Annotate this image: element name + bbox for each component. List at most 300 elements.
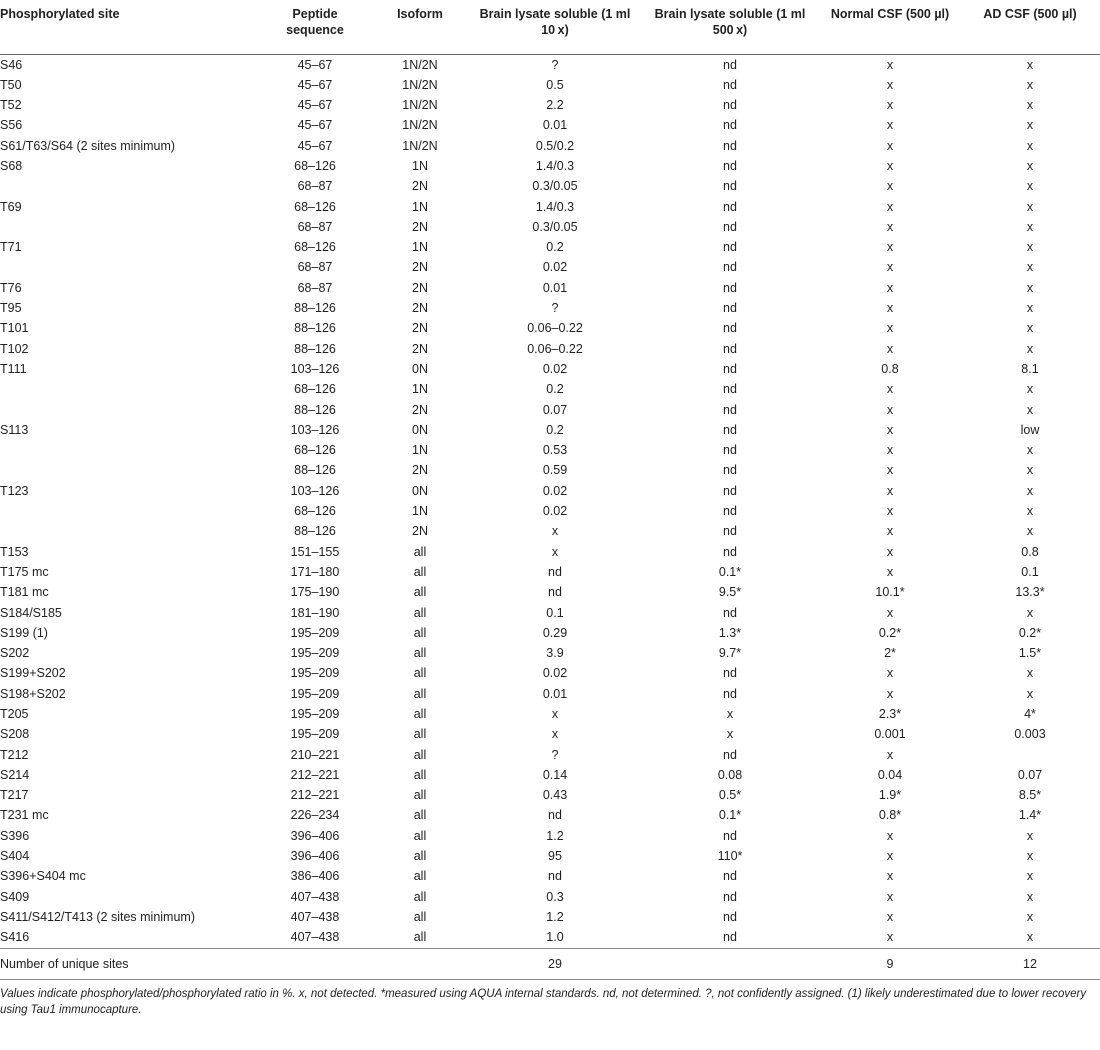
table-row [0, 521, 1100, 541]
cell-lysate-500x: nd [723, 341, 737, 356]
cell-site [0, 217, 260, 237]
cell-peptide: 103–126 [290, 361, 340, 376]
cell-ad-csf: x [1026, 686, 1034, 701]
cell-ad-csf: x [1026, 930, 1034, 945]
table-row [0, 785, 1100, 805]
cell-lysate-500x: nd [723, 666, 737, 681]
cell-normal-csf: x [886, 321, 894, 336]
cell-ad-csf: 0.8 [1021, 544, 1039, 559]
cell-normal-csf: x [886, 301, 894, 316]
table-header [0, 0, 1100, 54]
table-row [0, 481, 1100, 501]
cell-normal-csf: x [886, 666, 894, 681]
cell-isoform: 1N/2N [402, 77, 438, 92]
cell-ad-csf: x [1026, 463, 1034, 478]
cell-peptide: 88–126 [294, 301, 336, 316]
table-row [0, 75, 1100, 95]
cell-normal-csf: 0.8 [881, 361, 899, 376]
cell-peptide: 195–209 [290, 646, 340, 661]
cell-peptide: 396–406 [290, 849, 340, 864]
cell-isoform: 2N [412, 260, 428, 275]
total-ad-csf: 12 [960, 948, 1100, 979]
cell-isoform: 1N [412, 382, 428, 397]
cell-ad-csf: x [1026, 57, 1034, 72]
cell-ad-csf: x [1026, 483, 1034, 498]
cell-ad-csf: 1.5* [1018, 646, 1042, 661]
cell-ad-csf: x [1026, 341, 1034, 356]
cell-isoform: 2N [412, 321, 428, 336]
cell-site: S416 [0, 930, 30, 945]
cell-lysate-10x: 0.3/0.05 [532, 179, 578, 194]
cell-isoform: all [413, 808, 427, 823]
cell-isoform: 1N [412, 158, 428, 173]
cell-lysate-500x: nd [723, 483, 737, 498]
cell-site [0, 501, 260, 521]
cell-lysate-500x: nd [723, 199, 737, 214]
table-row [0, 339, 1100, 359]
cell-lysate-500x: nd [723, 869, 737, 884]
cell-ad-csf: x [1026, 280, 1034, 295]
cell-lysate-500x: nd [723, 301, 737, 316]
table-row [0, 765, 1100, 785]
cell-site: S409 [0, 889, 30, 904]
total-row [0, 948, 1100, 979]
cell-peptide: 68–126 [294, 382, 336, 397]
cell-lysate-500x: nd [723, 361, 737, 376]
cell-ad-csf: x [1026, 889, 1034, 904]
cell-isoform: all [413, 767, 427, 782]
cell-lysate-500x: nd [723, 909, 737, 924]
cell-ad-csf: x [1026, 849, 1034, 864]
cell-lysate-500x: nd [723, 930, 737, 945]
cell-lysate-10x: 95 [548, 849, 562, 864]
cell-normal-csf: x [886, 402, 894, 417]
cell-peptide: 88–126 [294, 463, 336, 478]
cell-normal-csf: 2.3* [878, 707, 902, 721]
cell-isoform: 1N/2N [402, 118, 438, 133]
cell-normal-csf: 10.1* [875, 585, 905, 600]
cell-normal-csf: x [886, 930, 894, 945]
cell-lysate-10x: ? [551, 301, 559, 316]
cell-isoform: all [413, 666, 427, 681]
cell-lysate-500x: nd [723, 747, 737, 762]
cell-peptide: 195–209 [290, 666, 340, 681]
cell-lysate-500x: nd [723, 118, 737, 133]
table-row [0, 318, 1100, 338]
header-site: Phosphorylated site [0, 7, 120, 21]
cell-site: S46 [0, 57, 23, 72]
cell-lysate-500x: 0.1* [718, 564, 742, 579]
cell-isoform: all [413, 727, 427, 742]
cell-peptide: 407–438 [290, 889, 340, 904]
table-row [0, 805, 1100, 825]
cell-lysate-10x: 0.2 [546, 422, 564, 437]
cell-site: T111 [0, 361, 27, 376]
cell-site: T76 [0, 280, 22, 295]
cell-lysate-500x: 9.5* [718, 585, 742, 600]
cell-peptide: 45–67 [297, 138, 333, 153]
cell-lysate-500x: nd [723, 179, 737, 194]
cell-peptide: 175–190 [290, 585, 340, 600]
table-row [0, 927, 1100, 948]
cell-lysate-10x: 0.01 [542, 686, 568, 701]
cell-site: S411/S412/T413 (2 sites minimum) [0, 909, 195, 924]
cell-peptide: 210–221 [290, 747, 340, 762]
cell-normal-csf: 0.04 [877, 767, 903, 782]
cell-site: S396 [0, 828, 30, 843]
cell-normal-csf: x [886, 179, 894, 194]
total-lysate-10x: 29 [470, 948, 640, 979]
cell-normal-csf: x [886, 422, 894, 437]
cell-lysate-500x: nd [723, 382, 737, 397]
cell-lysate-500x: nd [723, 57, 737, 72]
cell-lysate-10x: 0.02 [542, 666, 568, 681]
cell-site: S404 [0, 849, 30, 864]
cell-isoform: 1N [412, 199, 428, 214]
cell-lysate-10x: 0.5 [546, 77, 564, 92]
cell-lysate-500x: nd [723, 605, 737, 620]
cell-normal-csf: x [886, 158, 894, 173]
table-row [0, 542, 1100, 562]
table-row [0, 197, 1100, 217]
table-row [0, 176, 1100, 196]
cell-peptide: 68–87 [297, 280, 333, 295]
cell-lysate-500x: nd [723, 321, 737, 336]
cell-lysate-500x: 9.7* [718, 646, 742, 661]
cell-isoform: all [413, 930, 427, 945]
cell-isoform: 2N [412, 524, 428, 539]
table-row [0, 217, 1100, 237]
cell-site [0, 521, 260, 541]
cell-normal-csf: x [886, 77, 894, 92]
table-row [0, 156, 1100, 176]
cell-peptide: 396–406 [290, 828, 340, 843]
cell-ad-csf: 4* [1024, 707, 1036, 721]
cell-lysate-10x: 0.01 [542, 118, 568, 133]
cell-site: T181 mc [0, 585, 49, 600]
cell-isoform: 1N [412, 240, 428, 255]
cell-isoform: all [413, 605, 427, 620]
total-label: Number of unique sites [0, 948, 260, 979]
cell-site: S199 (1) [0, 625, 48, 640]
cell-lysate-500x: x [726, 727, 734, 742]
cell-lysate-10x: 0.3/0.05 [532, 219, 578, 234]
table-row [0, 257, 1100, 277]
cell-lysate-10x: nd [548, 564, 562, 579]
cell-lysate-500x: nd [723, 422, 737, 437]
cell-lysate-10x: x [551, 524, 559, 539]
cell-site: S61/T63/S64 (2 sites minimum) [0, 138, 176, 153]
cell-lysate-500x: nd [723, 504, 737, 519]
cell-site: S113 [0, 422, 29, 437]
cell-site: T52 [0, 98, 22, 113]
cell-site: T205 [0, 707, 29, 721]
cell-isoform: 2N [412, 219, 428, 234]
table-row [0, 907, 1100, 927]
cell-site: S198+S202 [0, 686, 66, 701]
cell-normal-csf: x [886, 341, 894, 356]
cell-lysate-10x: x [551, 544, 559, 559]
cell-isoform: 2N [412, 463, 428, 478]
cell-lysate-500x: nd [723, 463, 737, 478]
cell-normal-csf: x [886, 564, 894, 579]
cell-peptide: 195–209 [290, 707, 340, 721]
cell-normal-csf: x [886, 605, 894, 620]
cell-peptide: 103–126 [290, 483, 340, 498]
cell-lysate-10x: 0.02 [542, 483, 568, 498]
cell-ad-csf: x [1026, 666, 1034, 681]
table-row [0, 724, 1100, 744]
cell-ad-csf: x [1026, 179, 1034, 194]
cell-ad-csf: 0.07 [1017, 767, 1043, 782]
cell-normal-csf: x [886, 544, 894, 559]
cell-lysate-10x: nd [548, 585, 562, 600]
cell-peptide: 195–209 [290, 625, 340, 640]
table-summary [0, 948, 1100, 979]
cell-site [0, 257, 260, 277]
cell-peptide: 68–126 [294, 240, 336, 255]
cell-normal-csf: 2* [884, 646, 896, 661]
cell-peptide: 68–126 [294, 443, 336, 458]
cell-isoform: all [413, 585, 427, 600]
cell-normal-csf: x [886, 219, 894, 234]
cell-peptide: 45–67 [297, 118, 333, 133]
cell-site: S208 [0, 727, 30, 742]
cell-lysate-10x: 0.06–0.22 [527, 321, 583, 336]
cell-peptide: 88–126 [294, 524, 336, 539]
cell-normal-csf: 0.8* [878, 808, 902, 823]
cell-lysate-10x: 0.14 [542, 767, 568, 782]
cell-lysate-10x: 1.4/0.3 [535, 158, 575, 173]
cell-isoform: all [413, 889, 427, 904]
cell-lysate-10x: 0.1 [546, 605, 564, 620]
total-isoform [370, 948, 470, 979]
cell-isoform: all [413, 788, 427, 803]
cell-lysate-500x: nd [723, 98, 737, 113]
cell-peptide: 407–438 [290, 909, 340, 924]
cell-isoform: 2N [412, 402, 428, 417]
cell-site: S199+S202 [0, 666, 66, 681]
header-row [0, 0, 1100, 54]
cell-lysate-10x: 0.53 [542, 443, 568, 458]
cell-peptide: 88–126 [294, 402, 336, 417]
cell-lysate-10x: 0.3 [546, 889, 564, 904]
cell-normal-csf: x [886, 828, 894, 843]
table-row [0, 379, 1100, 399]
cell-lysate-500x: nd [723, 138, 737, 153]
cell-isoform: 2N [412, 179, 428, 194]
cell-isoform: all [413, 849, 427, 864]
cell-ad-csf: x [1026, 443, 1034, 458]
table-row [0, 460, 1100, 480]
cell-normal-csf: x [886, 483, 894, 498]
cell-lysate-500x: 1.3* [718, 625, 742, 640]
cell-peptide: 212–221 [290, 767, 340, 782]
cell-normal-csf: x [886, 869, 894, 884]
cell-normal-csf: x [886, 443, 894, 458]
cell-site: T102 [0, 341, 29, 356]
cell-ad-csf: 13.3* [1015, 585, 1045, 600]
cell-lysate-10x: 0.5/0.2 [535, 138, 575, 153]
cell-peptide: 68–87 [297, 260, 333, 275]
cell-ad-csf: 8.1 [1021, 361, 1039, 376]
cell-ad-csf: x [1026, 504, 1034, 519]
cell-lysate-500x: nd [723, 889, 737, 904]
table-row [0, 400, 1100, 420]
cell-site: T231 mc [0, 808, 49, 823]
cell-normal-csf: x [886, 504, 894, 519]
cell-site: T175 mc [0, 564, 49, 579]
cell-lysate-10x: x [551, 727, 559, 742]
cell-peptide: 212–221 [290, 788, 340, 803]
table-row [0, 54, 1100, 75]
cell-lysate-500x: nd [723, 524, 737, 539]
cell-lysate-500x: 110* [717, 849, 743, 864]
cell-normal-csf: x [886, 686, 894, 701]
total-normal-csf: 9 [820, 948, 960, 979]
table-row [0, 623, 1100, 643]
cell-isoform: all [413, 869, 427, 884]
table-row [0, 501, 1100, 521]
cell-lysate-10x: ? [551, 57, 559, 72]
cell-lysate-500x: nd [723, 240, 737, 255]
cell-site: S396+S404 mc [0, 869, 86, 884]
cell-peptide: 88–126 [294, 321, 336, 336]
cell-isoform: all [413, 686, 427, 701]
table-row [0, 278, 1100, 298]
cell-ad-csf: 0.1 [1021, 564, 1039, 579]
cell-peptide: 171–180 [290, 564, 340, 579]
cell-ad-csf: x [1026, 605, 1034, 620]
cell-normal-csf: x [886, 849, 894, 864]
cell-ad-csf: x [1026, 402, 1034, 417]
cell-lysate-500x: x [726, 707, 734, 721]
cell-isoform: all [413, 828, 427, 843]
cell-lysate-10x: 0.02 [542, 361, 568, 376]
table-row [0, 866, 1100, 886]
cell-ad-csf: 1.4* [1018, 808, 1042, 823]
table-row [0, 115, 1100, 135]
cell-lysate-500x: 0.08 [717, 767, 743, 782]
cell-isoform: 1N [412, 504, 428, 519]
cell-normal-csf: 0.2* [878, 625, 902, 640]
cell-lysate-10x: 1.2 [546, 828, 564, 843]
cell-peptide: 68–126 [294, 158, 336, 173]
table-row [0, 745, 1100, 765]
cell-peptide: 68–126 [294, 504, 336, 519]
cell-lysate-500x: nd [723, 443, 737, 458]
cell-isoform: 2N [412, 301, 428, 316]
cell-lysate-500x: nd [723, 219, 737, 234]
cell-isoform: 1N/2N [402, 98, 438, 113]
cell-lysate-10x: 3.9 [546, 646, 564, 661]
table-row [0, 887, 1100, 907]
cell-site [0, 400, 260, 420]
cell-isoform: 2N [412, 280, 428, 295]
cell-lysate-10x: ? [551, 747, 559, 762]
cell-lysate-500x: nd [723, 77, 737, 92]
cell-lysate-500x: nd [723, 280, 737, 295]
header-isoform: Isoform [397, 7, 443, 21]
total-peptide [260, 948, 370, 979]
cell-ad-csf: x [1026, 321, 1034, 336]
cell-isoform: all [413, 707, 427, 721]
cell-normal-csf: x [886, 382, 894, 397]
cell-peptide: 181–190 [290, 605, 340, 620]
cell-lysate-10x: 1.2 [546, 909, 564, 924]
cell-normal-csf: x [886, 199, 894, 214]
cell-site: S202 [0, 646, 30, 661]
table-body [0, 54, 1100, 948]
cell-ad-csf: x [1026, 260, 1034, 275]
cell-site: T212 [0, 747, 29, 762]
total-lysate-500x [640, 948, 820, 979]
cell-ad-csf: x [1026, 98, 1034, 113]
cell-ad-csf: x [1026, 240, 1034, 255]
cell-lysate-10x: 0.2 [546, 240, 564, 255]
cell-normal-csf: x [886, 909, 894, 924]
table-row [0, 603, 1100, 623]
table-footnote: Values indicate phosphorylated/phosphorylated ratio in %. x, not detected. *measured using AQUA internal standards. nd, not determined. ?, not confidently assigned. (1) likely underestimated due to lower recovery using Tau1 immunocapture. [0, 987, 1087, 1016]
cell-lysate-500x: nd [723, 260, 737, 275]
cell-peptide: 386–406 [290, 869, 340, 884]
cell-isoform: 1N/2N [402, 138, 438, 153]
cell-peptide: 68–126 [294, 199, 336, 214]
cell-normal-csf: x [886, 889, 894, 904]
cell-ad-csf: x [1026, 118, 1034, 133]
cell-peptide: 226–234 [290, 808, 340, 823]
header-lysate-10x: Brain lysate soluble (1 ml 10 x) [479, 7, 631, 37]
cell-isoform: all [413, 564, 427, 579]
cell-peptide: 103–126 [290, 422, 340, 437]
cell-isoform: all [413, 544, 427, 559]
cell-normal-csf: x [886, 118, 894, 133]
cell-peptide: 45–67 [297, 98, 333, 113]
cell-ad-csf: x [1026, 199, 1034, 214]
table-row [0, 684, 1100, 704]
cell-site: S68 [0, 158, 23, 173]
cell-site: T71 [0, 240, 22, 255]
cell-lysate-10x: 0.43 [542, 788, 568, 803]
cell-ad-csf: x [1026, 158, 1034, 173]
cell-isoform: all [413, 625, 427, 640]
cell-site: T153 [0, 544, 29, 559]
cell-isoform: 1N [412, 443, 428, 458]
cell-site [0, 176, 260, 196]
cell-isoform: 0N [412, 422, 428, 437]
cell-ad-csf: 8.5* [1018, 788, 1042, 803]
cell-normal-csf: x [886, 57, 894, 72]
cell-lysate-10x: 0.07 [542, 402, 568, 417]
cell-lysate-10x: x [551, 707, 559, 721]
cell-ad-csf: 0.2* [1018, 625, 1042, 640]
table-row [0, 582, 1100, 602]
cell-site [0, 379, 260, 399]
cell-lysate-10x: 0.29 [542, 625, 568, 640]
cell-peptide: 407–438 [290, 930, 340, 945]
cell-lysate-500x: nd [723, 402, 737, 417]
cell-isoform: 1N/2N [402, 57, 438, 72]
cell-lysate-10x: 1.4/0.3 [535, 199, 575, 214]
cell-isoform: 0N [412, 361, 428, 376]
cell-peptide: 45–67 [297, 77, 333, 92]
cell-lysate-500x: nd [723, 686, 737, 701]
cell-ad-csf: x [1026, 909, 1034, 924]
table-row [0, 846, 1100, 866]
header-peptide: Peptide sequence [286, 7, 344, 37]
cell-lysate-500x: nd [723, 828, 737, 843]
cell-peptide: 195–209 [290, 686, 340, 701]
